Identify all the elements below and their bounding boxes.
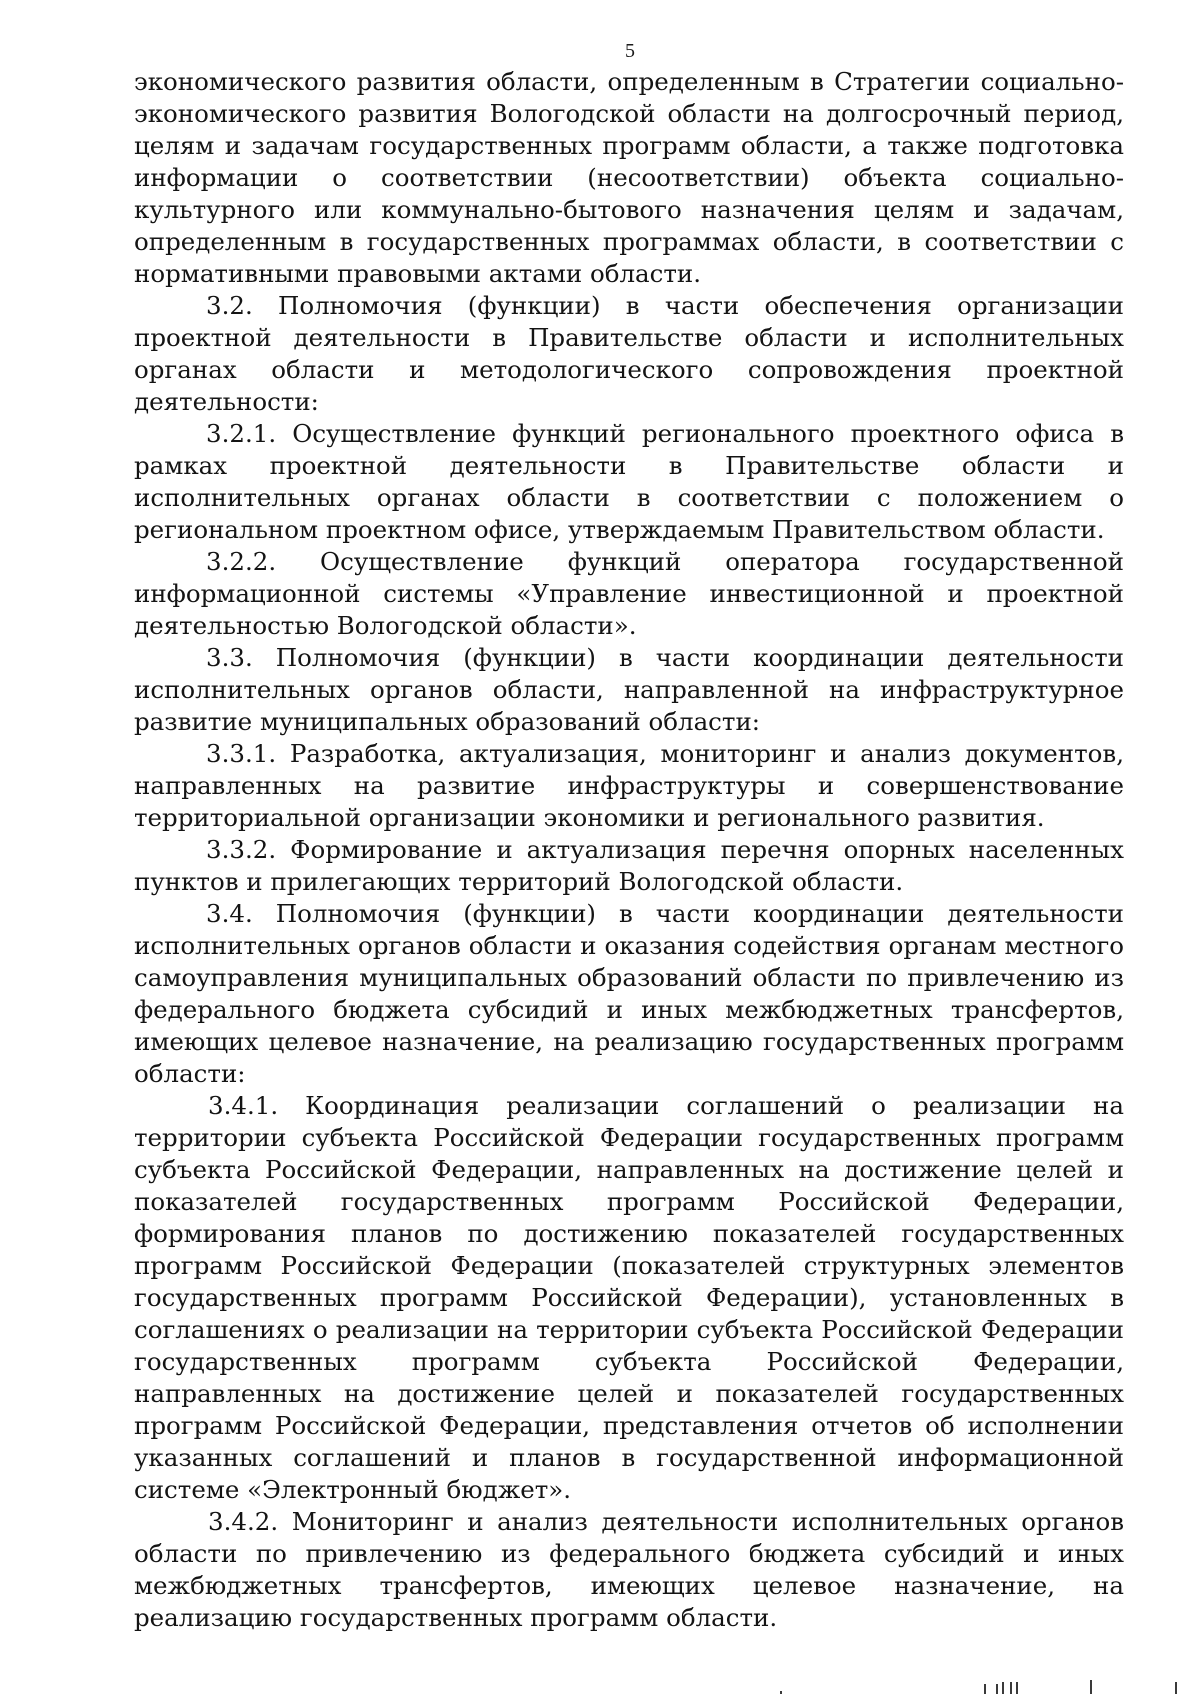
- paragraph-3-3: 3.3. Полномочия (функции) в части координации деятельности исполнительных органов области, направленной на инфраструктурное развитие муниципальных образований области:: [134, 643, 1124, 736]
- document-body: [134, 66, 1124, 1634]
- paragraph-3-4-2: 3.4.2. Мониторинг и анализ деятельности исполнительных органов области по привлечению из федерального бюджета субсидий и иных межбюджетных трансфертов, имеющих целевое назначение, на реализацию государственных программ области.: [134, 1507, 1124, 1632]
- paragraph-3-3-2: 3.3.2. Формирование и актуализация перечня опорных населенных пунктов и прилегающих территорий Вологодской области.: [134, 835, 1124, 896]
- paragraph-3-4-1: 3.4.1. Координация реализации соглашений о реализации на территории субъекта Российской Федерации государственных программ субъекта Российской Федерации, направленных на достижение целей и показателей государственных программ Российской Федерации, формирования планов по достижению показателей государственных программ Российской Федерации (показателей структурных элементов государственных программ Российской Федерации), установленных в соглашениях о реализации на территории субъекта Российской Федерации государственных программ субъекта Российской Федерации, направленных на достижение целей и показателей государственных программ Российской Федерации, представления отчетов об исполнении указанных соглашений и планов в государственной информационной системе «Электронный бюджет».: [134, 1091, 1124, 1504]
- paragraph-3-4: 3.4. Полномочия (функции) в части координации деятельности исполнительных органов области и оказания содействия органам местного самоуправления муниципальных образований области по привлечению из федерального бюджета субсидий и иных межбюджетных трансфертов, имеющих целевое назначение, на реализацию государственных программ области:: [134, 899, 1124, 1088]
- page-number: 5: [625, 40, 635, 62]
- paragraph-3-2-1: 3.2.1. Осуществление функций регионального проектного офиса в рамках проектной деятельности в Правительстве области и исполнительных органах области в соответствии с положением о региональном проектном офисе, утверждаемым Правительством области.: [134, 419, 1124, 544]
- paragraph-3-2-2: 3.2.2. Осуществление функций оператора государственной информационной системы «Управление инвестиционной и проектной деятельностью Вологодской области».: [134, 547, 1124, 640]
- scan-artifact-marks: [780, 1678, 1180, 1694]
- paragraph-continuation: экономического развития области, определенным в Стратегии социально-экономического развития Вологодской области на долгосрочный период, целям и задачам государственных программ области, а также подготовка информации о соответствии (несоответствии) объекта социально-культурного или коммунально-бытового назначения целям и задачам, определенным в государственных программах области, в соответствии с нормативными правовыми актами области.: [134, 67, 1124, 288]
- paragraph-3-2: 3.2. Полномочия (функции) в части обеспечения организации проектной деятельности в Правительстве области и исполнительных органах области и методологического сопровождения проектной деятельности:: [134, 291, 1124, 416]
- paragraph-3-3-1: 3.3.1. Разработка, актуализация, мониторинг и анализ документов, направленных на развитие инфраструктуры и совершенствование территориальной организации экономики и регионального развития.: [134, 739, 1124, 832]
